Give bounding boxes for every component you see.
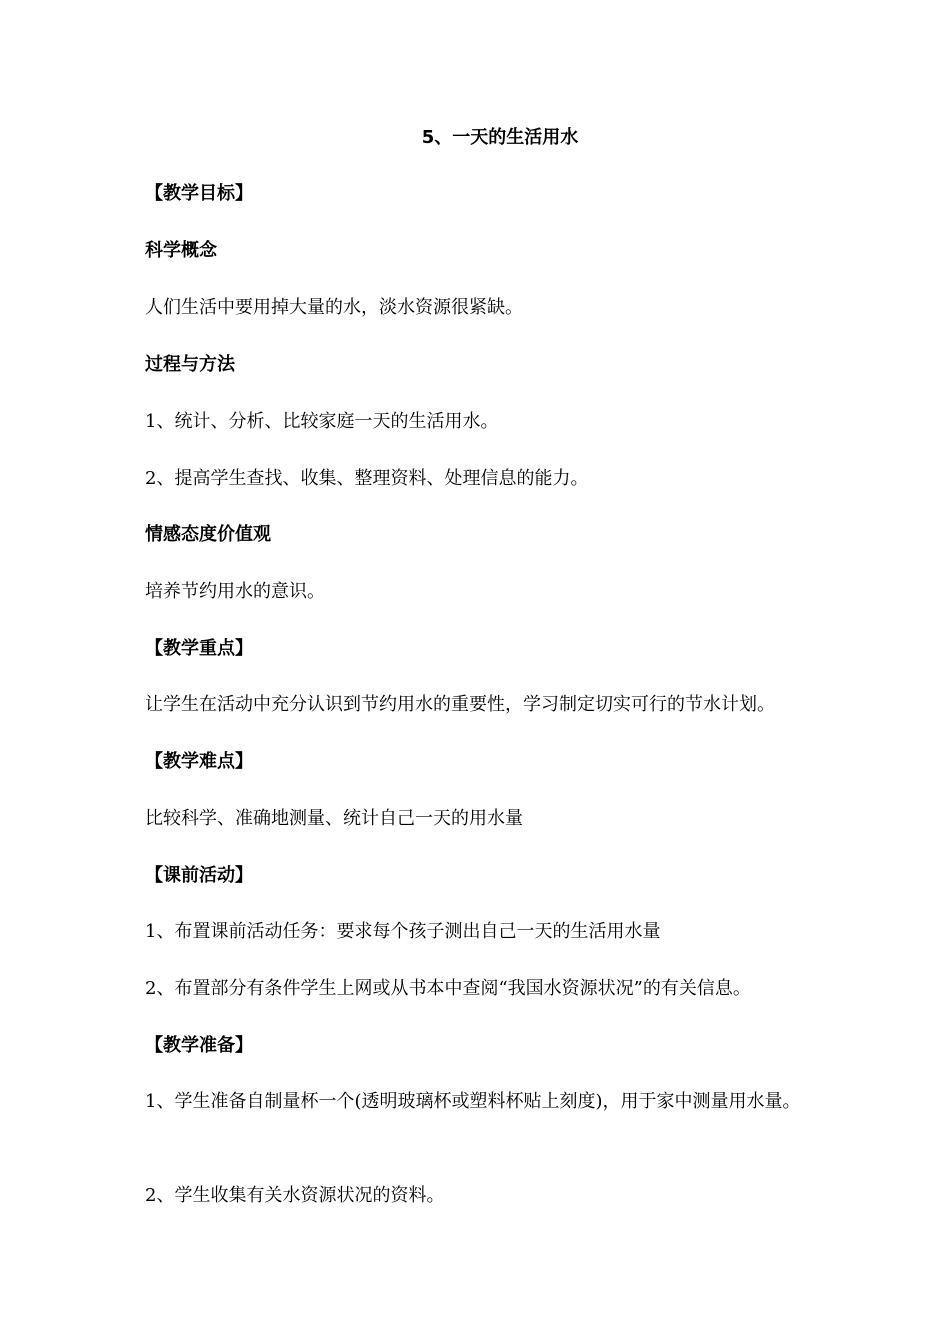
preparation-item-1: 1、学生准备自制量杯一个(透明玻璃杯或塑料杯贴上刻度)，用于家中测量用水量。 bbox=[145, 1091, 801, 1112]
preclass-item-1: 1、布置课前活动任务：要求每个孩子测出自己一天的生活用水量 bbox=[145, 921, 661, 942]
document-title: 5、一天的生活用水 bbox=[421, 127, 579, 148]
process-item-2: 2、提高学生查找、收集、整理资料、处理信息的能力。 bbox=[145, 468, 589, 489]
science-concept-heading: 科学概念 bbox=[145, 240, 217, 261]
process-heading: 过程与方法 bbox=[145, 354, 235, 375]
difficulties-text: 比较科学、准确地测量、统计自己一天的用水量 bbox=[145, 808, 523, 829]
process-item-1: 1、统计、分析、比较家庭一天的生活用水。 bbox=[145, 411, 499, 432]
key-points-text: 让学生在活动中充分认识到节约用水的重要性，学习制定切实可行的节水计划。 bbox=[145, 694, 775, 715]
preparation-heading: 【教学准备】 bbox=[145, 1035, 253, 1056]
difficulties-heading: 【教学难点】 bbox=[145, 751, 253, 772]
objectives-heading: 【教学目标】 bbox=[145, 183, 253, 204]
attitude-text: 培养节约用水的意识。 bbox=[145, 581, 325, 602]
key-points-heading: 【教学重点】 bbox=[145, 638, 253, 659]
preparation-item-2: 2、学生收集有关水资源状况的资料。 bbox=[145, 1185, 445, 1206]
attitude-heading: 情感态度价值观 bbox=[145, 524, 271, 545]
preclass-heading: 【课前活动】 bbox=[145, 865, 253, 886]
preclass-item-2: 2、布置部分有条件学生上网或从书本中查阅“我国水资源状况”的有关信息。 bbox=[145, 978, 751, 999]
science-concept-text: 人们生活中要用掉大量的水，淡水资源很紧缺。 bbox=[145, 297, 523, 318]
